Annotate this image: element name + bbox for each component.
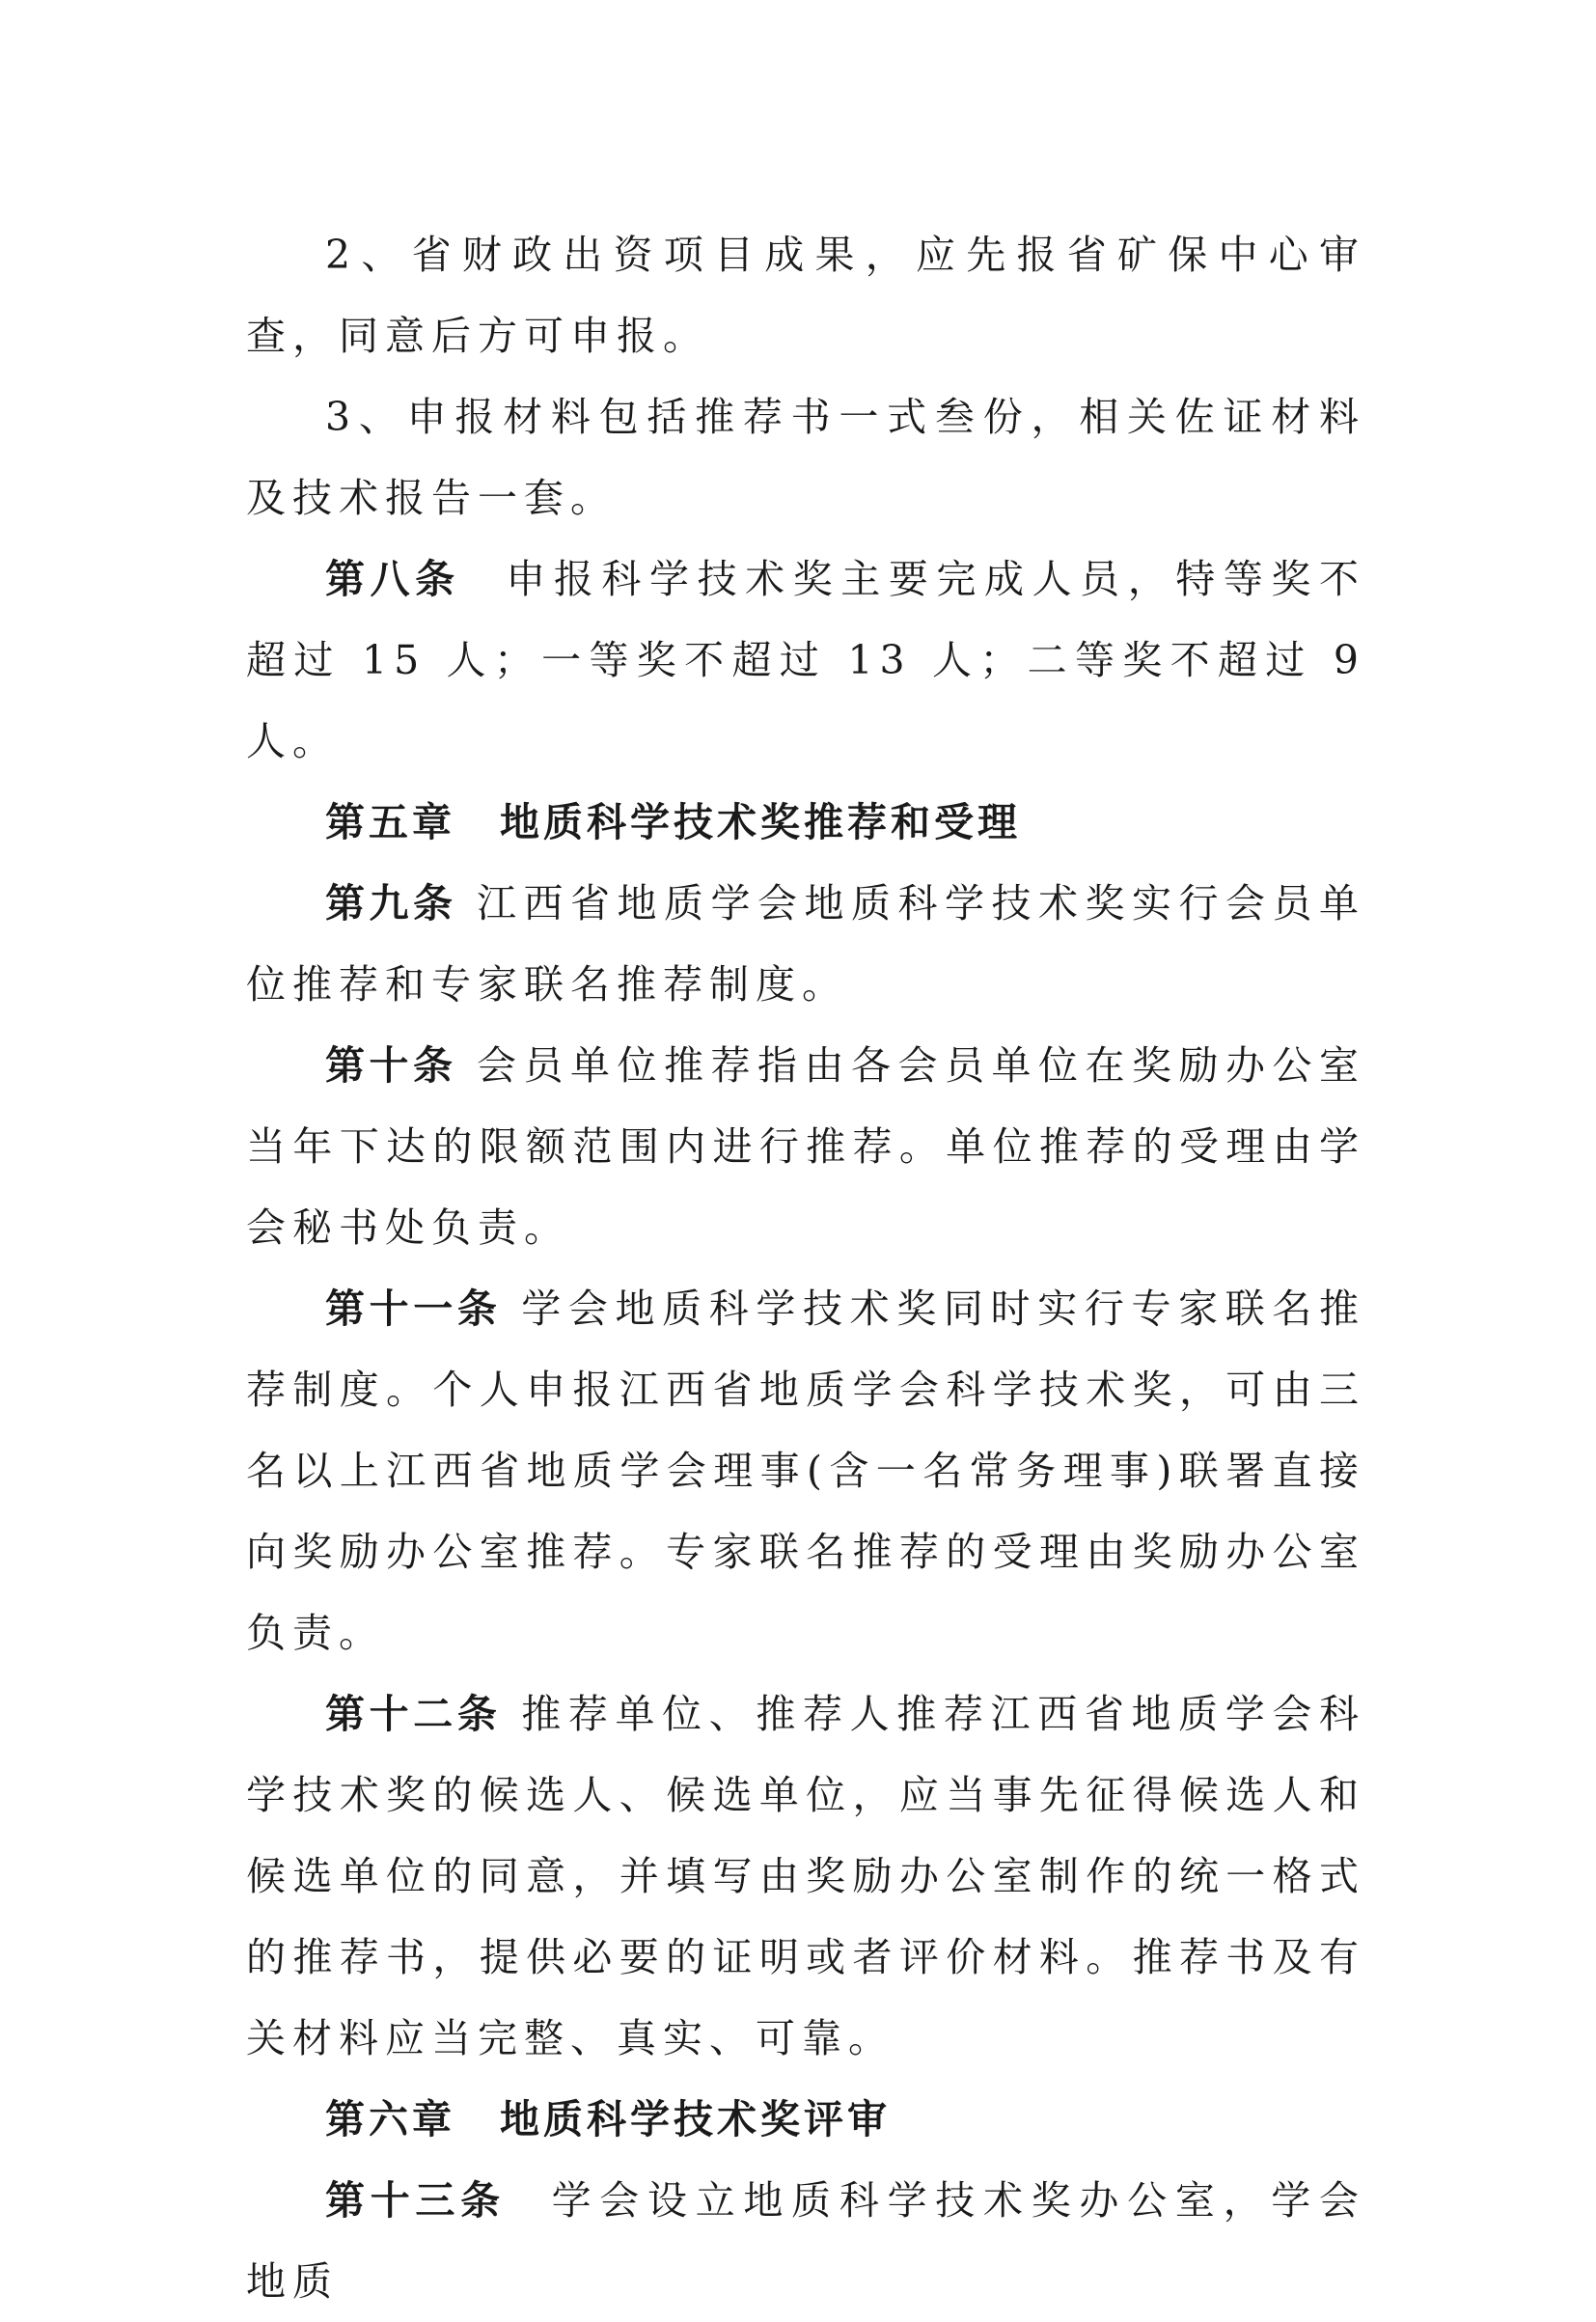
paragraph-text: 学会设立地质科学技术奖办公室，学会地质 (246, 2177, 1366, 2305)
article-number: 第九条 (325, 880, 457, 926)
article-9 (246, 863, 1365, 1025)
paragraph-2 (246, 376, 1365, 539)
article-number: 第十条 (325, 1042, 457, 1089)
paragraph-1 (246, 214, 1365, 376)
article-10 (246, 1025, 1365, 1268)
chapter-title: 地质科学技术奖评审 (500, 2096, 891, 2142)
article-13 (246, 2160, 1365, 2322)
chapter-title: 地质科学技术奖推荐和受理 (500, 799, 1021, 845)
paragraph-text: 学会地质科学技术奖同时实行专家联名推荐制度。个人申报江西省地质学会科学技术奖，可由三名以上江西省地质学会理事(含一名常务理事)联署直接向奖励办公室推荐。专家联名推荐的受理由奖励办公室负责。 (246, 1285, 1365, 1656)
document-page (246, 214, 1365, 2322)
paragraph-text: 会员单位推荐指由各会员单位在奖励办公室当年下达的限额范围内进行推荐。单位推荐的受理由学会秘书处负责。 (246, 1042, 1365, 1251)
paragraph-text: 推荐单位、推荐人推荐江西省地质学会科学技术奖的候选人、候选单位，应当事先征得候选人和候选单位的同意，并填写由奖励办公室制作的统一格式的推荐书，提供必要的证明或者评价材料。推荐书及有关材料应当完整、真实、可靠。 (246, 1691, 1365, 2061)
chapter-6-heading (246, 2079, 1365, 2160)
chapter-number: 第六章 (325, 2096, 455, 2142)
article-11 (246, 1268, 1365, 1673)
paragraph-text: 2、省财政出资项目成果，应先报省矿保中心审查，同意后方可申报。 (246, 232, 1365, 359)
article-12 (246, 1673, 1365, 2079)
article-8 (246, 539, 1365, 782)
paragraph-text: 江西省地质学会地质科学技术奖实行会员单位推荐和专家联名推荐制度。 (246, 880, 1365, 1008)
chapter-number: 第五章 (325, 799, 455, 845)
paragraph-text: 3、申报材料包括推荐书一式叁份，相关佐证材料及技术报告一套。 (246, 394, 1365, 521)
article-number: 第八条 (325, 556, 460, 602)
article-number: 第十三条 (325, 2177, 506, 2224)
chapter-5-heading (246, 782, 1365, 863)
paragraph-text: 申报科学技术奖主要完成人员，特等奖不超过 15 人；一等奖不超过 13 人；二等奖不超过 9 人。 (246, 556, 1366, 764)
article-number: 第十二条 (325, 1691, 502, 1737)
article-number: 第十一条 (325, 1285, 502, 1332)
